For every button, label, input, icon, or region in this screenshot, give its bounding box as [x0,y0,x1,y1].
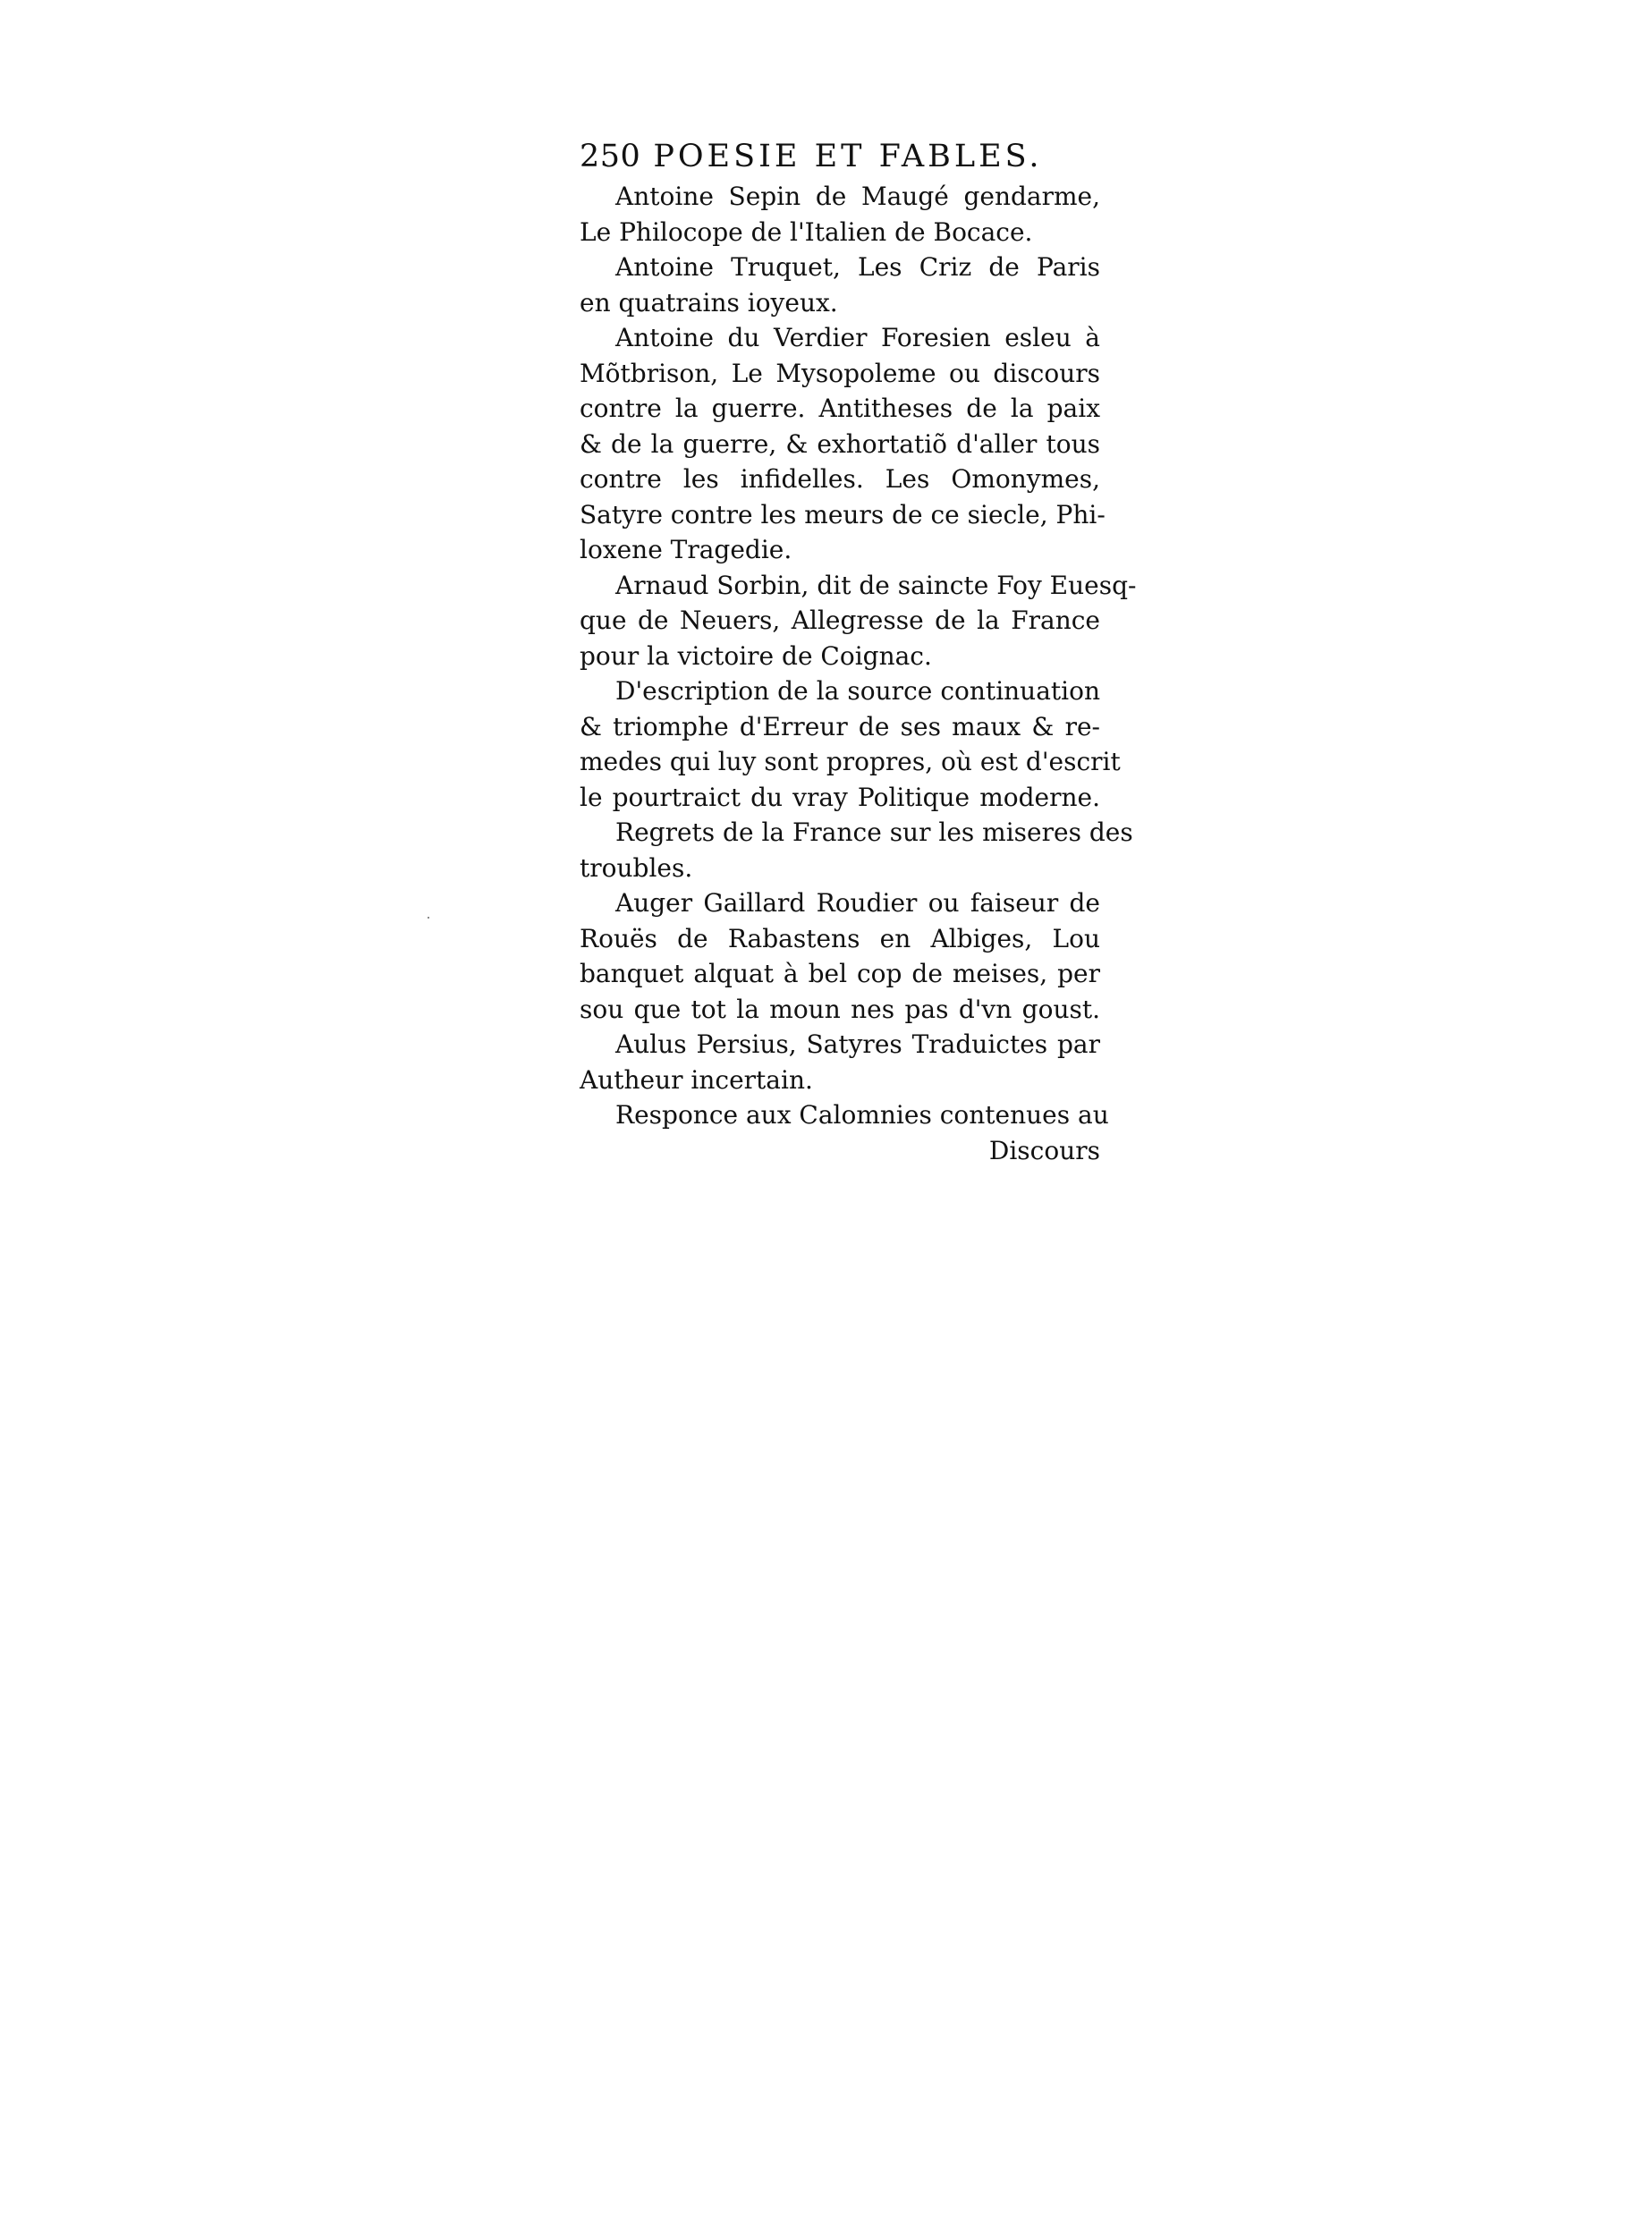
bibliography-entry [580,885,1100,1027]
entry-line: Le Philocope de l'Italien de Bocace. [580,216,1033,247]
entry-line: medes qui luy sont propres, où est d'escrit [580,747,1121,776]
bibliography-entry [580,1097,1109,1133]
bibliography-entry [580,250,1100,320]
running-title: POESIE ET FABLES. [653,139,1043,174]
entry-line: Satyre contre les meurs de ce siecle, Phi- [580,499,1106,529]
catchword: Discours [988,1135,1100,1165]
entry-line: Autheur incertain. [580,1064,813,1095]
page-number: 250 [580,139,641,174]
entry-line: Antoine Truquet, Les Criz de Paris [615,252,1100,282]
bibliography-entry [580,320,1106,568]
entry-line: banquet alquat à bel cop de meises, per [580,959,1100,988]
entry-line: Antoine Sepin de Maugé gendarme, [615,182,1100,211]
entry-line: contre les infidelles. Les Omonymes, [580,464,1100,494]
entry-line: Antoine du Verdier Foresien esleu à [615,323,1100,352]
entry-line: & de la guerre, & exhortatiõ d'aller tous [580,428,1100,459]
entry-line: Auger Gaillard Roudier ou faiseur de [615,888,1100,918]
entry-line: Arnaud Sorbin, dit de saincte Foy Euesq- [615,570,1137,600]
entry-line: & triomphe d'Erreur de ses maux & re- [580,711,1100,741]
entry-line: Responce aux Calomnies contenues au [615,1100,1109,1130]
paper-speck [428,917,429,919]
entry-line: D'escription de la source continuation [615,676,1100,706]
entry-line: pour la victoire de Coignac. [580,640,932,671]
entry-line: Rouës de Rabastens en Albiges, Lou [580,923,1100,953]
entry-line: loxene Tragedie. [580,535,792,564]
entry-line: Aulus Persius, Satyres Traduictes par [615,1029,1100,1059]
entry-line: contre la guerre. Antitheses de la paix [580,394,1100,423]
bibliography-entry [580,1027,1100,1097]
bibliography-entry [580,179,1100,250]
text-block [580,134,1137,1168]
entry-line: le pourtraict du vray Politique moderne. [580,782,1100,812]
entry-line: Mõtbrison, Le Mysopoleme ou discours [580,358,1100,388]
entry-line: troubles. [580,852,693,883]
entry-line: sou que tot la moun nes pas d'vn goust. [580,994,1100,1024]
entry-line: en quatrains ioyeux. [580,287,838,318]
bibliography-entry [580,568,1137,674]
entry-line: Regrets de la France sur les miseres des [615,817,1133,847]
bibliography-entry [580,673,1121,815]
entry-line: que de Neuers, Allegresse de la France [580,606,1100,635]
bibliography-entry [580,815,1133,885]
page-header [580,134,1100,179]
